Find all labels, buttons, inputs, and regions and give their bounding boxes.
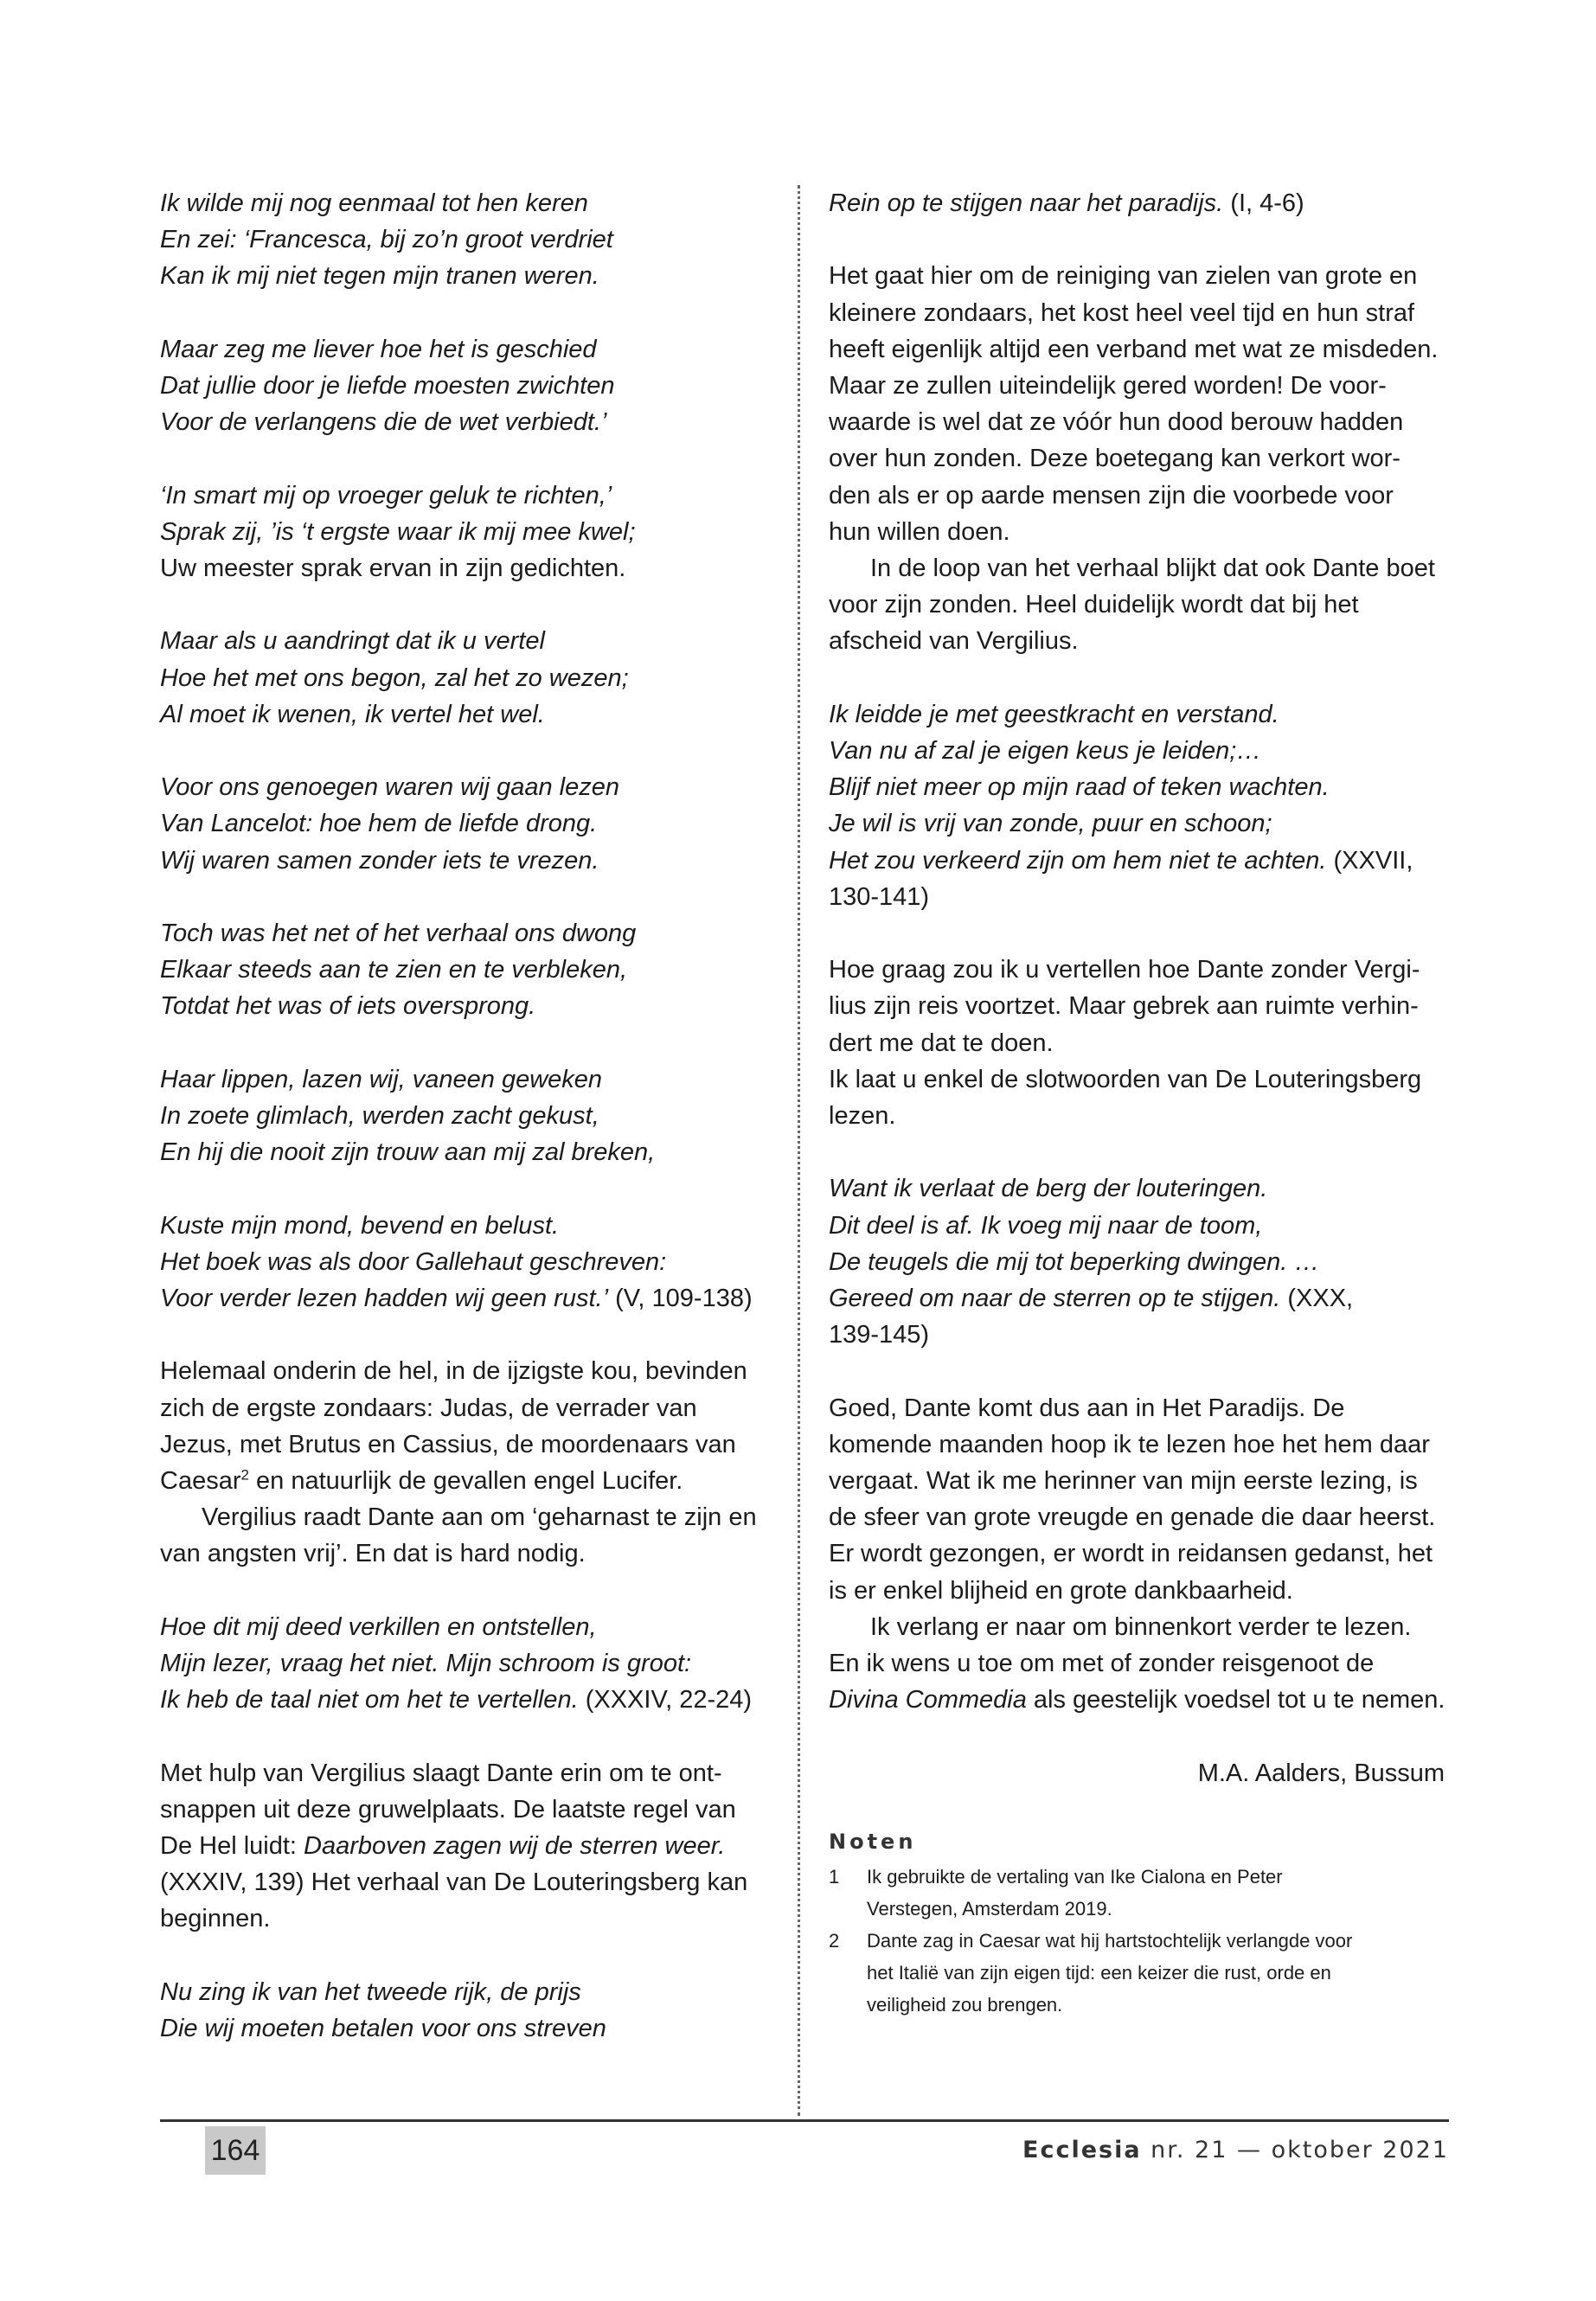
line-text: de sfeer van grote vreugde en genade die daar heerst. [829, 1503, 1436, 1532]
line-text: Van Lancelot: hoe hem de liefde drong. [160, 810, 598, 838]
verse-line [160, 952, 766, 988]
note-line [829, 1925, 1445, 1957]
paragraph-gap [160, 1025, 766, 1061]
text-line [829, 404, 1445, 440]
line-text: Blijf niet meer op mijn raad of teken wachten. [829, 773, 1330, 802]
text-line [829, 1535, 1445, 1572]
line-text: Voor de verlangens die de wet verbiedt.’ [160, 408, 607, 437]
text-line [829, 440, 1445, 477]
line-text: Met hulp van Vergilius slaagt Dante erin om te ont- [160, 1759, 722, 1787]
line-text: Dit deel is af. Ik voeg mij naar de toom, [829, 1211, 1263, 1240]
paragraph-gap [160, 879, 766, 915]
paragraph-gap [160, 1573, 766, 1609]
text-line [160, 1463, 766, 1499]
journal-name: Ecclesia [1022, 2137, 1142, 2163]
line-text: Van nu af zal je eigen keus je leiden;… [829, 737, 1262, 766]
note-number: 1 [829, 1866, 840, 1888]
note-line [829, 1893, 1445, 1925]
paragraph-gap [160, 440, 766, 477]
line-text: De teugels die mij tot beperking dwingen. … [829, 1247, 1320, 1276]
paragraph-gap [160, 733, 766, 769]
text-line [160, 1828, 766, 1864]
line-text: vergaat. Wat ik me herinner van mijn eerste lezing, is [829, 1467, 1418, 1496]
line-text: van angsten vrij’. En dat is hard nodig. [160, 1540, 586, 1568]
note-text: Verstegen, Amsterdam 2019. [867, 1898, 1112, 1920]
verse-line [160, 1098, 766, 1134]
paragraph-gap [160, 1718, 766, 1754]
paragraph-gap [160, 1938, 766, 1974]
column-divider [798, 185, 800, 2116]
text-line [829, 1609, 1445, 1645]
line-text: ‘In smart mij op vroeger geluk te richten,’ [160, 481, 612, 510]
verse-line [829, 1280, 1445, 1317]
verse-line [829, 733, 1445, 769]
line-text: is er enkel blijheid en grote dankbaarheid. [829, 1576, 1293, 1605]
line-text: Want ik verlaat de berg der louteringen. [829, 1175, 1268, 1203]
line-text: Maar als u aandringt dat ik u vertel [160, 627, 545, 656]
verse-line [160, 623, 766, 659]
notes-list [829, 1861, 1445, 2021]
text-line [829, 1426, 1445, 1463]
verse-line [829, 696, 1445, 733]
note-line [829, 1861, 1445, 1893]
line-text: Ik wilde mij nog eenmaal tot hen keren [160, 189, 588, 217]
verse-line [160, 988, 766, 1024]
line-tail: (I, 4-6) [1223, 189, 1304, 217]
verse-line [160, 2010, 766, 2047]
line-text: In zoete glimlach, werden zacht gekust, [160, 1101, 599, 1130]
line-text: De Hel luidt: [160, 1831, 304, 1860]
text-line [829, 1098, 1445, 1134]
line-text: Elkaar steeds aan te zien en te verbleken, [160, 956, 628, 984]
text-line [829, 514, 1445, 550]
journal-issue: nr. 21 — oktober 2021 [1141, 2137, 1449, 2163]
line-text: kleinere zondaars, het kost heel veel tijd en hun straf [829, 298, 1415, 327]
text-line [829, 1573, 1445, 1609]
line-text: En ik wens u toe om met of zonder reisgenoot de [829, 1650, 1375, 1678]
note-text: veiligheid zou brengen. [867, 1994, 1063, 2016]
text-line [829, 258, 1445, 294]
verse-line [160, 185, 766, 221]
line-text: Nu zing ik van het tweede rijk, de prijs [160, 1977, 581, 2006]
line-text: Sprak zij, ’is ‘t ergste waar ik mij mee kwel; [160, 517, 636, 546]
paragraph-gap [160, 295, 766, 331]
author-signature [829, 1755, 1445, 1791]
paragraph-gap [829, 1718, 1445, 1754]
line-text: snappen uit deze gruwelplaats. De laatste regel van [160, 1795, 736, 1823]
paragraph-gap [160, 1170, 766, 1207]
text-line [829, 988, 1445, 1024]
line-tail: en natuurlijk de gevallen engel Lucifer. [248, 1466, 683, 1495]
line-text: In de loop van het verhaal blijkt dat ook Dante boet [870, 554, 1435, 583]
verse-line [160, 404, 766, 440]
line-text: Totdat het was of iets oversprong. [160, 992, 536, 1021]
verse-line [160, 221, 766, 258]
line-text: Toch was het net of het verhaal ons dwong [160, 919, 637, 947]
line-text: waarde is wel dat ze vóór hun dood berouw hadden [829, 408, 1404, 437]
text-line [829, 550, 1445, 586]
note-line [829, 1957, 1445, 1989]
line-text: zich de ergste zondaars: Judas, de verrader van [160, 1394, 697, 1422]
text-line [160, 550, 766, 586]
verse-line [829, 805, 1445, 842]
line-text: voor zijn zonden. Heel duidelijk wordt dat bij het [829, 591, 1359, 619]
line-text: (XXXIV, 139) Het verhaal van De Louteringsberg kan [160, 1868, 748, 1897]
verse-line [829, 843, 1445, 879]
line-text: lezen. [829, 1102, 896, 1131]
line-text: Helemaal onderin de hel, in de ijzigste kou, bevinden [160, 1357, 747, 1386]
verse-line [160, 660, 766, 696]
line-text: Maar ze zullen uiteindelijk gered worden! De voor- [829, 372, 1387, 400]
footer-rule [160, 2119, 1449, 2122]
left-column [160, 185, 766, 2047]
line-text: beginnen. [160, 1905, 271, 1933]
verse-line [829, 1170, 1445, 1207]
paragraph-gap [829, 660, 1445, 696]
text-line [160, 1535, 766, 1572]
line-text: heeft eigenlijk altijd een verband met wat ze misdeden. [829, 335, 1439, 363]
verse-line [160, 1134, 766, 1170]
line-text: En hij die nooit zijn trouw aan mij zal breken, [160, 1138, 656, 1167]
text-line [160, 1499, 766, 1535]
verse-line [160, 1280, 766, 1317]
line-text: komende maanden hoop ik te lezen hoe het hem daar [829, 1430, 1430, 1458]
verse-line [160, 1061, 766, 1098]
verse-line [160, 1682, 766, 1718]
verse-line [160, 1609, 766, 1645]
text-line [829, 1061, 1445, 1098]
text-line [160, 1755, 766, 1791]
notes-title: Noten [829, 1830, 917, 1854]
line-italic-tail: Daarboven zagen wij de sterren weer. [304, 1831, 726, 1860]
line-text: Dat jullie door je liefde moesten zwichten [160, 372, 615, 400]
line-text: Maar zeg me liever hoe het is geschied [160, 335, 597, 363]
line-text: 139-145) [829, 1321, 930, 1349]
line-text: Ik laat u enkel de slotwoorden van De Louteringsberg [829, 1065, 1422, 1093]
text-line [160, 1390, 766, 1426]
line-text: Het gaat hier om de reiniging van zielen van grote en [829, 262, 1418, 291]
line-text: Rein op te stijgen naar het paradijs. [829, 189, 1224, 217]
line-text: Kuste mijn mond, bevend en belust. [160, 1211, 560, 1240]
paragraph-gap [829, 1353, 1445, 1389]
line-text: Ik leidde je met geestkracht en verstand. [829, 700, 1279, 728]
verse-line [160, 1974, 766, 2010]
note-text: Ik gebruikte de vertaling van Ike Cialona en Peter [867, 1866, 1283, 1888]
line-text: afscheid van Vergilius. [829, 627, 1079, 656]
text-line [160, 1864, 766, 1900]
line-text: Hoe dit mij deed verkillen en ontstellen, [160, 1612, 597, 1641]
line-text: Kan ik mij niet tegen mijn tranen weren. [160, 262, 599, 291]
text-line [829, 879, 1445, 915]
line-text: Hoe het met ons begon, zal het zo wezen; [160, 663, 629, 692]
verse-line [160, 478, 766, 514]
verse-line [160, 769, 766, 805]
line-text: Goed, Dante komt dus aan in Het Paradijs. De [829, 1394, 1345, 1422]
verse-line [160, 805, 766, 842]
verse-line [160, 258, 766, 294]
line-text: Vergilius raadt Dante aan om ‘geharnast te zijn en [202, 1503, 757, 1532]
line-text: En zei: ‘Francesca, bij zo’n groot verdriet [160, 226, 613, 254]
note-text: Dante zag in Caesar wat hij hartstochtelijk verlangde voor [867, 1930, 1353, 1952]
line-tail: (XXXIV, 22-24) [578, 1686, 753, 1715]
line-text: Voor verder lezen hadden wij geen rust.’ [160, 1284, 609, 1312]
line-text: Voor ons genoegen waren wij gaan lezen [160, 773, 619, 802]
paragraph-gap [829, 221, 1445, 258]
line-text: Jezus, met Brutus en Cassius, de moordenaars van [160, 1430, 736, 1458]
verse-line [829, 1208, 1445, 1244]
line-text: Het zou verkeerd zijn om hem niet te achten. [829, 846, 1327, 875]
paragraph-gap [829, 1134, 1445, 1170]
text-line [829, 1317, 1445, 1353]
line-text: Divina Commedia [829, 1686, 1027, 1715]
line-tail: (V, 109-138) [608, 1284, 753, 1312]
line-text: Mijn lezer, vraag het niet. Mijn schroom is groot: [160, 1649, 692, 1677]
text-line [829, 952, 1445, 988]
verse-line [160, 368, 766, 404]
line-tail: als geestelijk voedsel tot u te nemen. [1026, 1686, 1445, 1715]
line-text: 130-141) [829, 882, 930, 911]
line-text: den als er op aarde mensen zijn die voorbede voor [829, 481, 1394, 510]
note-item [829, 1861, 1445, 1925]
verse-line [160, 331, 766, 368]
line-text: over hun zonden. Deze boetegang kan verkort wor- [829, 445, 1401, 473]
verse-line [829, 1682, 1445, 1718]
line-text: M.A. Aalders, Bussum [1197, 1759, 1445, 1787]
line-text: Uw meester sprak ervan in zijn gedichten. [160, 554, 626, 582]
paragraph-gap [160, 586, 766, 623]
line-text: Gereed om naar de sterren op te stijgen. [829, 1285, 1281, 1313]
text-line [160, 1353, 766, 1389]
verse-line [829, 185, 1445, 221]
line-text: Ik verlang er naar om binnenkort verder te lezen. [870, 1612, 1412, 1641]
line-text: Ik heb de taal niet om het te vertellen. [160, 1686, 579, 1715]
line-text: Hoe graag zou ik u vertellen hoe Dante zonder Vergi- [829, 956, 1420, 984]
line-text: Het boek was als door Gallehaut geschreven: [160, 1247, 667, 1276]
text-line [829, 1463, 1445, 1499]
verse-line [160, 915, 766, 952]
line-text: Haar lippen, lazen wij, vaneen geweken [160, 1065, 603, 1093]
line-text: Je wil is vrij van zonde, puur en schoon; [829, 810, 1272, 838]
text-line [829, 478, 1445, 514]
note-item [829, 1925, 1445, 2021]
line-text: Er wordt gezongen, er wordt in reidansen gedanst, het [829, 1540, 1433, 1568]
text-line [829, 623, 1445, 659]
right-column [829, 185, 1445, 1791]
text-line [829, 295, 1445, 331]
line-text: Al moet ik wenen, ik vertel het wel. [160, 700, 545, 728]
text-line [829, 331, 1445, 368]
line-text: Caesar [160, 1466, 241, 1495]
verse-line [160, 1208, 766, 1244]
text-line [160, 1791, 766, 1828]
line-tail: (XXX, [1280, 1285, 1354, 1313]
page-number: 164 [205, 2126, 266, 2175]
verse-line [160, 1244, 766, 1280]
line-text: Wij waren samen zonder iets te vrezen. [160, 846, 599, 875]
note-line [829, 1989, 1445, 2021]
text-line [829, 1645, 1445, 1682]
verse-line [160, 514, 766, 550]
verse-line [160, 696, 766, 733]
text-line [160, 1426, 766, 1463]
line-text: Die wij moeten betalen voor ons streven [160, 2014, 606, 2042]
text-line [829, 368, 1445, 404]
note-number: 2 [829, 1930, 840, 1952]
footnote-ref: 2 [240, 1466, 249, 1484]
line-text: hun willen doen. [829, 517, 1010, 546]
verse-line [160, 1645, 766, 1682]
text-line [160, 1900, 766, 1937]
line-text: lius zijn reis voortzet. Maar gebrek aan ruimte verhin- [829, 992, 1419, 1021]
text-line [829, 586, 1445, 623]
text-line [829, 1390, 1445, 1426]
line-text: dert me dat te doen. [829, 1029, 1054, 1057]
text-line [829, 1499, 1445, 1535]
text-line [829, 1025, 1445, 1061]
paragraph-gap [829, 915, 1445, 952]
verse-line [160, 843, 766, 879]
verse-line [829, 769, 1445, 805]
note-text: het Italië van zijn eigen tijd: een keizer die rust, orde en [867, 1962, 1331, 1984]
journal-footer [1022, 2137, 1449, 2163]
verse-line [829, 1244, 1445, 1280]
line-tail: (XXVII, [1326, 846, 1413, 875]
paragraph-gap [160, 1317, 766, 1353]
notes-section [829, 1830, 1445, 2021]
